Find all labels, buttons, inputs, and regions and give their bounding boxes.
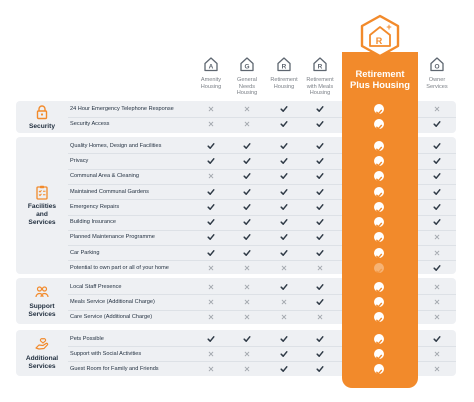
check-icon: [315, 248, 325, 258]
group-label: [16, 101, 68, 133]
cross-icon: [242, 349, 252, 359]
cross-icon: [432, 248, 442, 258]
column-header-owner: [419, 56, 455, 90]
check-icon: [374, 190, 384, 200]
row-label: Meals Service (Additional Charge): [70, 298, 155, 305]
highlight-column-title-line: Retirement: [355, 68, 405, 79]
check-icon: [374, 285, 384, 295]
column-header-label: [237, 77, 258, 97]
column-header-meals: [302, 56, 338, 97]
check-icon: [374, 144, 384, 154]
check-mark: [374, 334, 384, 344]
check-icon: [242, 156, 252, 166]
check-icon: [374, 367, 384, 377]
check-icon: [315, 364, 325, 374]
svg-text:R: R: [375, 36, 383, 46]
cross-icon: [432, 349, 442, 359]
group-label: [16, 330, 68, 376]
cross-icon: [315, 263, 325, 273]
group-name: [28, 303, 55, 319]
check-icon: [374, 337, 384, 347]
check-mark-faded: [374, 263, 384, 273]
row-label: Pets Possible: [70, 335, 104, 342]
cross-icon: [432, 104, 442, 114]
row-label: Care Service (Additional Charge): [70, 314, 153, 321]
check-mark: [374, 202, 384, 212]
row-label: Planned Maintenance Programme: [70, 234, 155, 241]
check-mark: [374, 349, 384, 359]
cross-icon: [206, 119, 216, 129]
cross-icon: [242, 312, 252, 322]
check-icon: [279, 141, 289, 151]
check-icon: [315, 156, 325, 166]
column-header-retirement: [266, 56, 302, 90]
column-header-label-line: Services: [426, 83, 448, 90]
cross-icon: [206, 364, 216, 374]
column-header-label-line: Housing: [236, 90, 258, 97]
check-icon: [432, 263, 442, 273]
group-name-line: and: [36, 211, 48, 218]
people-icon: [34, 284, 50, 300]
cross-icon: [206, 312, 216, 322]
group-name-line: Facilities: [27, 203, 57, 210]
check-icon: [279, 334, 289, 344]
check-mark: [374, 312, 384, 322]
svg-text:A: A: [208, 63, 214, 71]
check-icon: [242, 232, 252, 242]
group-name-line: Services: [28, 362, 56, 370]
check-icon: [315, 217, 325, 227]
column-header-label-line: Housing: [309, 90, 331, 97]
column-header-label-line: Retirement: [270, 77, 298, 83]
check-icon: [242, 202, 252, 212]
row-label: Privacy: [70, 157, 89, 164]
check-icon: [242, 248, 252, 258]
check-icon: [432, 202, 442, 212]
cross-icon: [242, 282, 252, 292]
check-icon: [206, 334, 216, 344]
check-icon: [279, 248, 289, 258]
column-header-label-line: Needs: [238, 83, 256, 90]
check-icon: [279, 202, 289, 212]
cross-icon: [206, 263, 216, 273]
cross-icon: [432, 297, 442, 307]
check-mark: [374, 217, 384, 227]
check-icon: [315, 187, 325, 197]
check-icon: [206, 232, 216, 242]
check-icon: [374, 266, 384, 276]
column-header-label: [270, 77, 297, 90]
check-icon: [279, 282, 289, 292]
group-label: [16, 278, 68, 324]
lock-icon: [34, 104, 50, 120]
cross-icon: [432, 232, 442, 242]
house-g-icon: [239, 56, 255, 72]
check-icon: [242, 171, 252, 181]
house-r-icon: [276, 56, 292, 72]
check-icon: [279, 187, 289, 197]
column-header-label-line: Owner: [428, 77, 446, 83]
row-label: 24 Hour Emergency Telephone Response: [70, 105, 174, 112]
check-mark: [374, 171, 384, 181]
check-icon: [279, 119, 289, 129]
check-icon: [432, 217, 442, 227]
row-label: Potential to own part or all of your home: [70, 265, 169, 272]
check-icon: [206, 156, 216, 166]
column-header-label-line: Retirement: [306, 77, 334, 83]
group-name: [29, 123, 55, 131]
svg-text:O: O: [434, 63, 440, 71]
check-mark: [374, 364, 384, 374]
check-icon: [206, 217, 216, 227]
column-header-label-line: Housing: [200, 83, 222, 90]
house-r-fork-icon: [312, 56, 328, 72]
check-icon: [315, 334, 325, 344]
check-icon: [315, 297, 325, 307]
check-icon: [374, 122, 384, 132]
clipboard-icon: [34, 184, 50, 200]
check-icon: [374, 352, 384, 362]
row-label: Security Access: [70, 121, 110, 128]
check-icon: [315, 349, 325, 359]
check-icon: [315, 232, 325, 242]
check-icon: [279, 232, 289, 242]
check-icon: [206, 187, 216, 197]
highlight-column-title-line: Plus Housing: [350, 79, 410, 90]
row-label: Car Parking: [70, 249, 100, 256]
check-icon: [315, 141, 325, 151]
column-header-label: [201, 77, 222, 90]
check-icon: [432, 187, 442, 197]
cross-icon: [242, 297, 252, 307]
check-mark: [374, 119, 384, 129]
highlight-column-title: [342, 68, 418, 90]
column-header-label: [306, 77, 333, 97]
check-icon: [279, 349, 289, 359]
house-a-icon: [203, 56, 219, 72]
check-icon: [374, 205, 384, 215]
cross-icon: [206, 171, 216, 181]
check-icon: [206, 248, 216, 258]
column-header-general: [229, 56, 265, 97]
cross-icon: [206, 282, 216, 292]
group-label: [16, 137, 68, 274]
check-mark: [374, 156, 384, 166]
row-label: Communal Area & Cleaning: [70, 173, 140, 180]
hand-icon: [34, 336, 50, 352]
cross-icon: [279, 263, 289, 273]
cross-icon: [279, 297, 289, 307]
cross-icon: [315, 312, 325, 322]
check-icon: [374, 107, 384, 117]
check-mark: [374, 297, 384, 307]
column-header-label: [426, 77, 447, 90]
column-header-label-line: with Meals: [306, 83, 334, 90]
row-label: Quality Homes, Design and Facilities: [70, 142, 162, 149]
group-name-line: Services: [28, 310, 56, 318]
check-mark: [374, 141, 384, 151]
check-icon: [374, 235, 384, 245]
check-icon: [315, 202, 325, 212]
check-icon: [315, 171, 325, 181]
check-icon: [374, 159, 384, 169]
cross-icon: [432, 282, 442, 292]
group-name: [28, 203, 56, 227]
check-icon: [242, 141, 252, 151]
column-header-label-line: Housing: [273, 83, 295, 90]
check-icon: [374, 220, 384, 230]
check-icon: [315, 119, 325, 129]
check-icon: [206, 141, 216, 151]
column-header-label-line: Amenity: [200, 77, 222, 83]
row-label: Building Insurance: [70, 219, 117, 226]
cross-icon: [242, 119, 252, 129]
check-icon: [432, 119, 442, 129]
check-mark: [374, 248, 384, 258]
check-icon: [242, 334, 252, 344]
check-icon: [279, 171, 289, 181]
check-icon: [279, 217, 289, 227]
group-name-line: Support: [29, 302, 55, 310]
check-icon: [315, 104, 325, 114]
svg-text:G: G: [244, 63, 250, 71]
check-icon: [432, 171, 442, 181]
check-mark: [374, 282, 384, 292]
check-icon: [242, 217, 252, 227]
cross-icon: [432, 364, 442, 374]
group-name-line: Security: [28, 122, 56, 130]
column-header-label-line: General: [237, 77, 257, 83]
check-icon: [432, 156, 442, 166]
check-icon: [374, 174, 384, 184]
check-mark: [374, 104, 384, 114]
house-r-plus-icon: [358, 14, 402, 58]
check-icon: [279, 104, 289, 114]
group-name-line: Additional: [25, 354, 59, 362]
group-name-line: Services: [28, 219, 56, 226]
cross-icon: [242, 104, 252, 114]
cross-icon: [242, 263, 252, 273]
check-icon: [374, 315, 384, 325]
row-label: Local Staff Presence: [70, 283, 122, 290]
row-label: Maintained Communal Gardens: [70, 188, 149, 195]
group-name: [26, 355, 58, 371]
row-label: Guest Room for Family and Friends: [70, 366, 159, 372]
cross-icon: [242, 364, 252, 374]
cross-icon: [206, 349, 216, 359]
check-icon: [374, 251, 384, 261]
cross-icon: [432, 312, 442, 322]
check-icon: [432, 334, 442, 344]
check-mark: [374, 232, 384, 242]
check-icon: [206, 202, 216, 212]
column-header-amenity: [193, 56, 229, 90]
svg-text:+: +: [386, 22, 392, 32]
svg-text:R: R: [281, 63, 287, 71]
cross-icon: [206, 297, 216, 307]
check-mark: [374, 187, 384, 197]
svg-text:R: R: [317, 63, 323, 71]
row-label: Emergency Repairs: [70, 203, 120, 210]
check-icon: [315, 282, 325, 292]
cross-icon: [206, 104, 216, 114]
check-icon: [242, 187, 252, 197]
check-icon: [279, 364, 289, 374]
check-icon: [374, 300, 384, 310]
row-label: Support with Social Activities: [70, 350, 142, 357]
check-icon: [432, 141, 442, 151]
cross-icon: [279, 312, 289, 322]
check-icon: [279, 156, 289, 166]
house-o-icon: [429, 56, 445, 72]
